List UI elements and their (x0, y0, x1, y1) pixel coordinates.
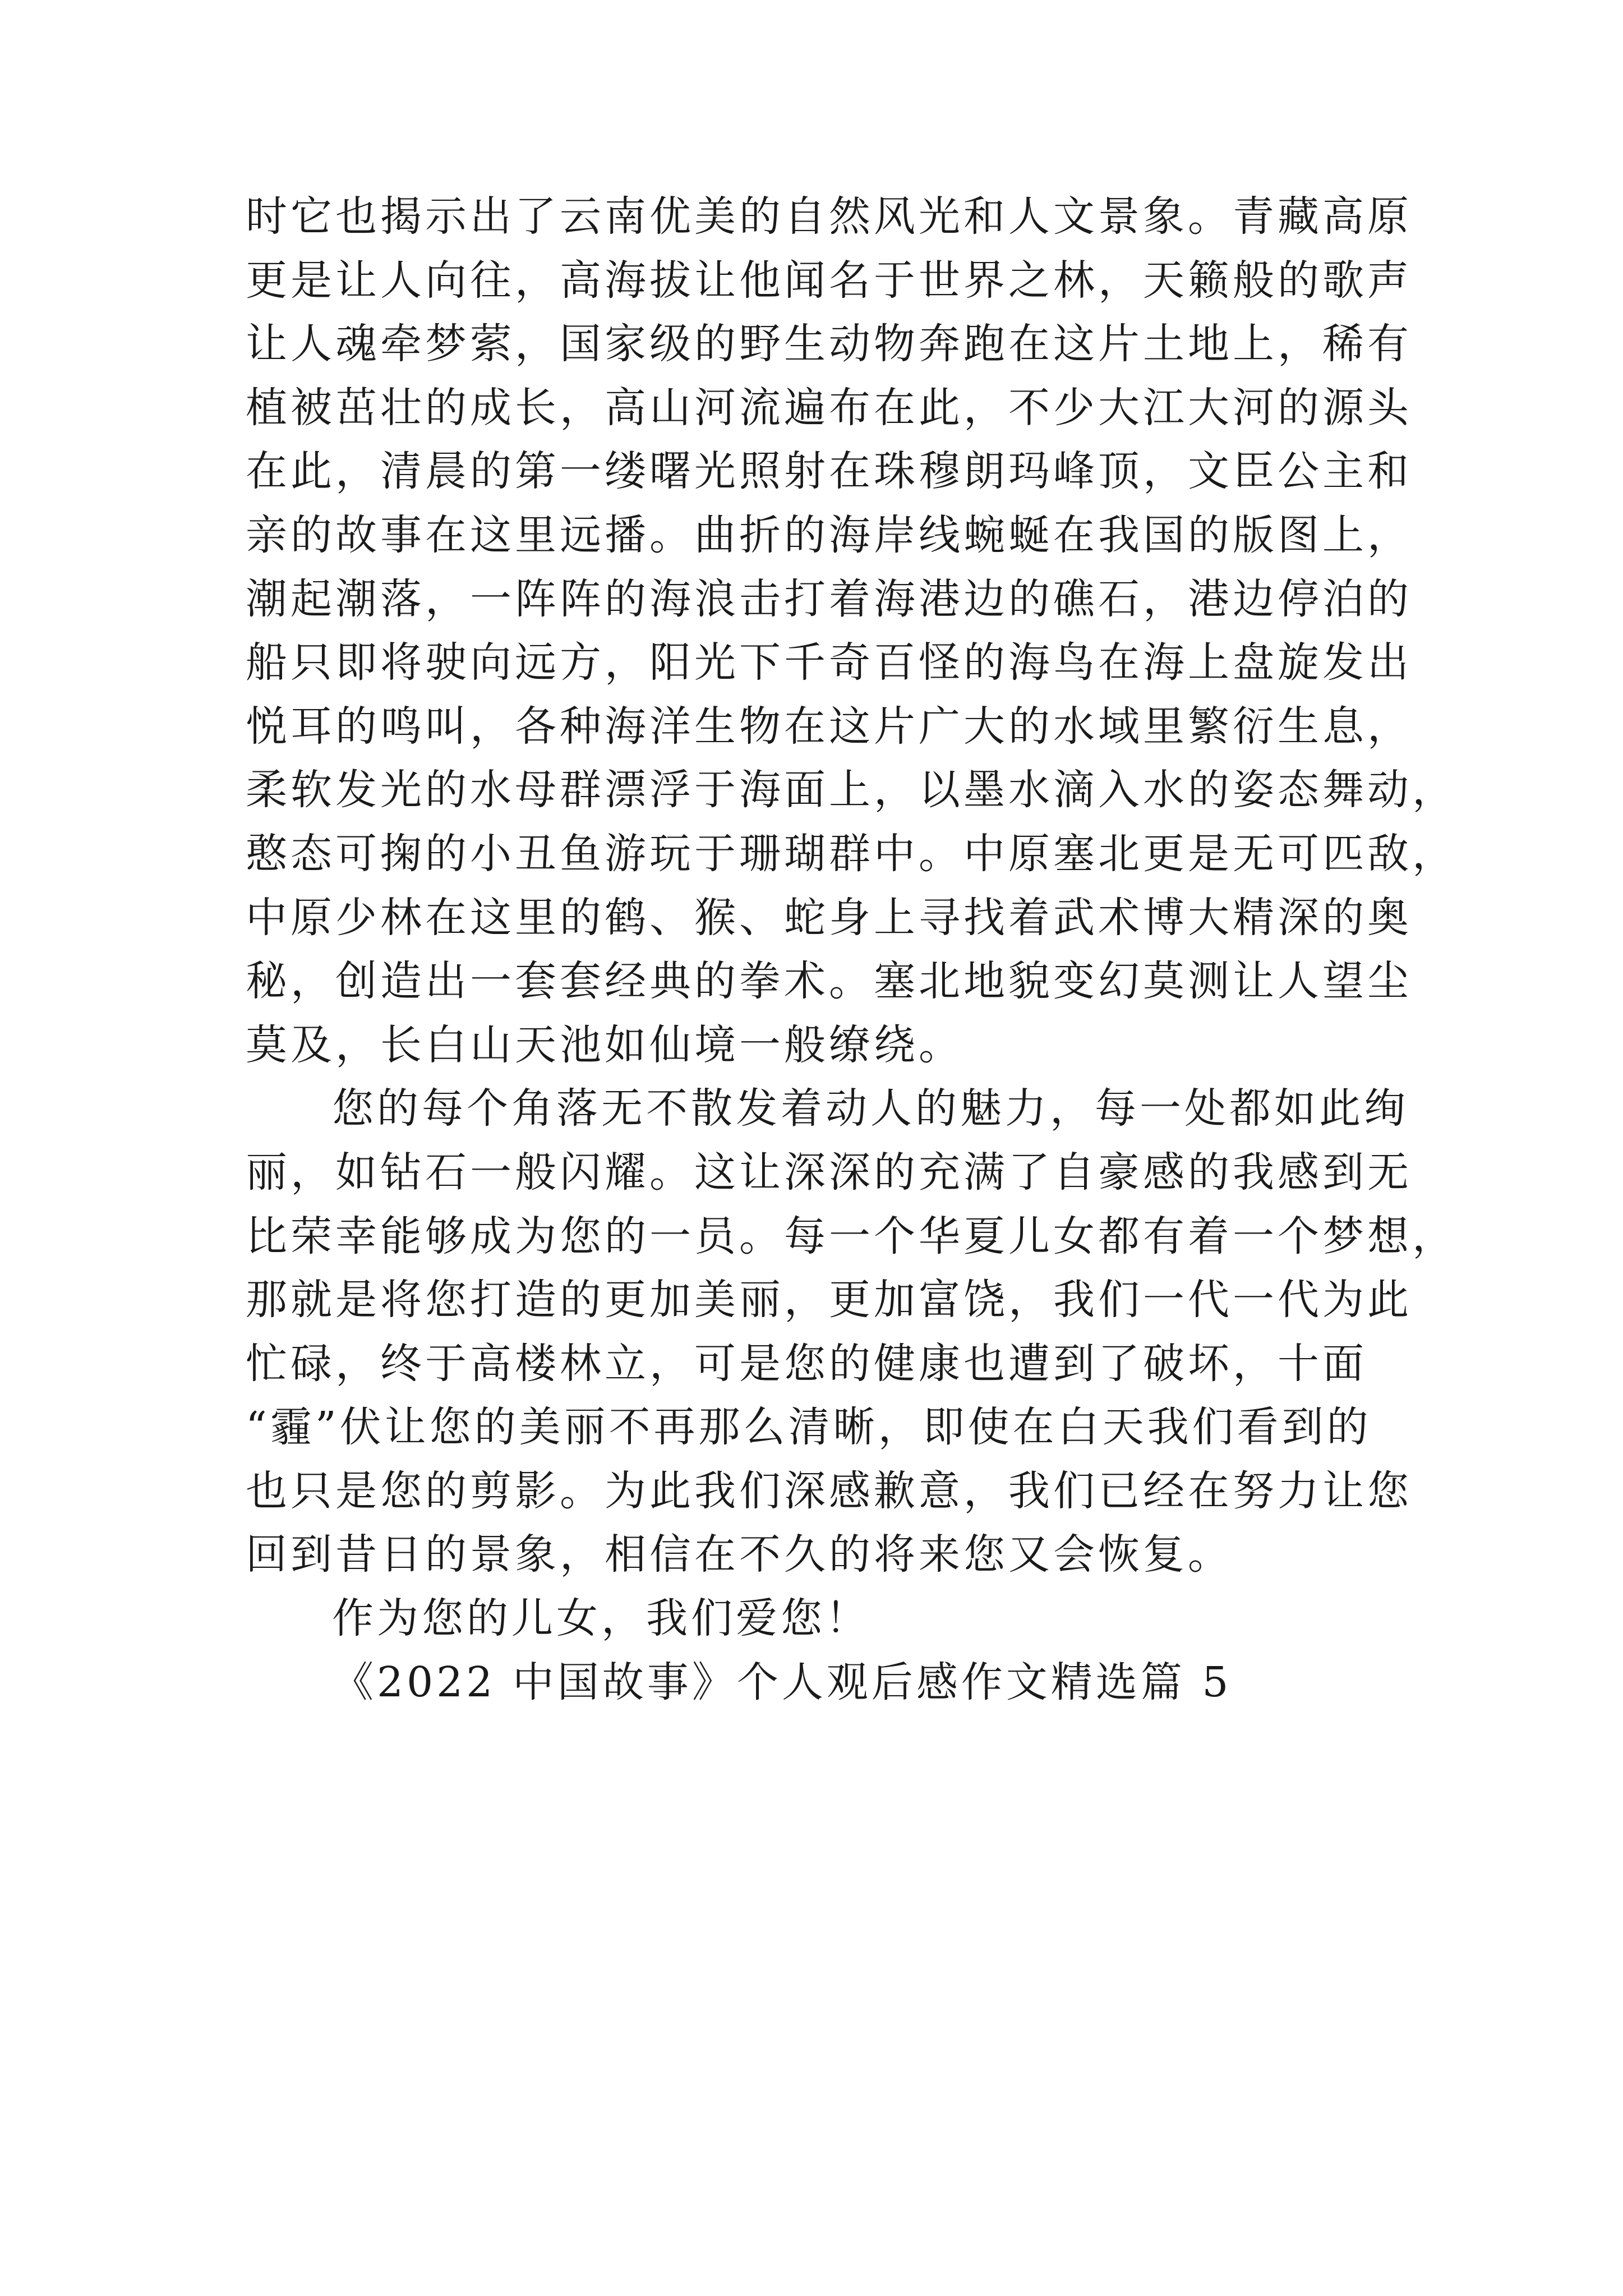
paragraph-1 (246, 185, 1457, 1077)
text-line: 比荣幸能够成为您的一员。每一个华夏儿女都有着一个梦想， (246, 1212, 1457, 1260)
document-page (246, 185, 1457, 1714)
text-line: 亲的故事在这里远播。曲折的海岸线蜿蜒在我国的版图上， (246, 510, 1412, 559)
paragraph-3: 作为您的儿女，我们爱您！ (332, 1594, 870, 1643)
text-line: 让人魂牵梦萦，国家级的野生动物奔跑在这片土地上，稀有 (246, 320, 1412, 369)
text-line: 柔软发光的水母群漂浮于海面上，以墨水滴入水的姿态舞动， (246, 766, 1457, 815)
text-line: 更是让人向往，高海拔让他闻名于世界之林，天籁般的歌声 (246, 256, 1412, 305)
text-line: 莫及，长白山天池如仙境一般缭绕。 (246, 1020, 963, 1069)
text-line: 潮起潮落，一阵阵的海浪击打着海港边的礁石，港边停泊的 (246, 574, 1412, 623)
text-line: 在此，清晨的第一缕曙光照射在珠穆朗玛峰顶，文臣公主和 (246, 447, 1412, 496)
text-line: 那就是将您打造的更加美丽，更加富饶，我们一代一代为此 (246, 1276, 1412, 1324)
text-line: 时它也揭示出了云南优美的自然风光和人文景象。青藏高原 (246, 192, 1412, 241)
text-line: 秘，创造出一套套经典的拳术。塞北地貌变幻莫测让人望尘 (246, 957, 1412, 1006)
text-line: 植被茁壮的成长，高山河流遍布在此，不少大江大河的源头 (246, 383, 1412, 432)
text-line: 也只是您的剪影。为此我们深感歉意，我们已经在努力让您 (246, 1466, 1412, 1515)
text-line: 丽，如钻石一般闪耀。这让深深的充满了自豪感的我感到无 (246, 1148, 1412, 1197)
section-heading: 《2022 中国故事》个人观后感作文精选篇 5 (332, 1658, 1232, 1706)
text-line: 中原少林在这里的鹤、猴、蛇身上寻找着武术博大精深的奥 (246, 893, 1412, 942)
text-line: 回到昔日的景象，相信在不久的将来您又会恢复。 (246, 1530, 1233, 1579)
text-line: 船只即将驶向远方，阳光下千奇百怪的海鸟在海上盘旋发出 (246, 638, 1412, 687)
paragraph-2 (246, 1077, 1457, 1587)
text-line: “霾”伏让您的美丽不再那么清晰，即使在白天我们看到的 (246, 1403, 1372, 1452)
text-line: 您的每个角落无不散发着动人的魅力，每一处都如此绚 (332, 1084, 1409, 1133)
text-line: 憨态可掬的小丑鱼游玩于珊瑚群中。中原塞北更是无可匹敌， (246, 829, 1457, 878)
text-line: 悦耳的鸣叫，各种海洋生物在这片广大的水域里繁衍生息， (246, 702, 1412, 751)
text-line: 忙碌，终于高楼林立，可是您的健康也遭到了破坏，十面 (246, 1339, 1367, 1388)
